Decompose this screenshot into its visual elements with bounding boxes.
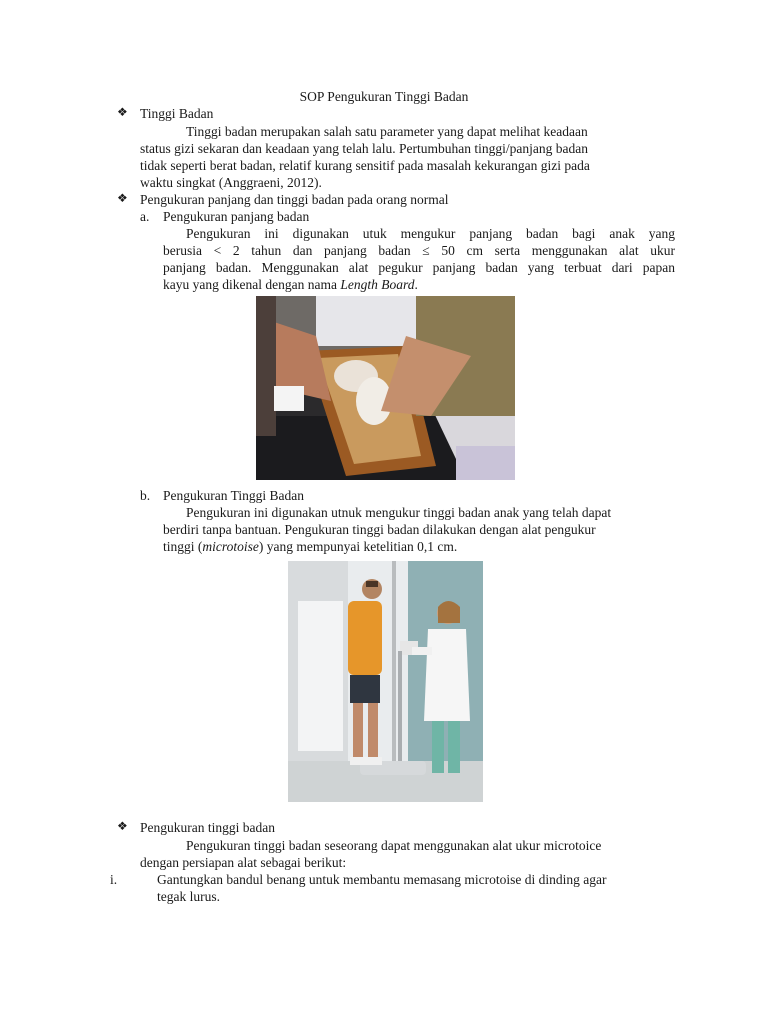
paragraph-line: status gizi sekaran dan keadaan yang telah lalu. Pertumbuhan tinggi/panjang badan xyxy=(140,141,588,156)
photo-length-board xyxy=(256,296,515,480)
subheading-panjang-badan: Pengukuran panjang badan xyxy=(163,209,310,224)
paragraph-line: berdiri tanpa bantuan. Pengukuran tinggi badan dilakukan dengan alat pengukur xyxy=(163,522,596,537)
paragraph-line: berusia < 2 tahun dan panjang badan ≤ 50 cm serta menggunakan alat ukur xyxy=(163,243,675,258)
list-item-line: Gantungkan bandul benang untuk membantu memasang microtoise di dinding agar xyxy=(157,872,607,887)
list-marker-a: a. xyxy=(140,209,150,224)
italic-term-length-board: Length Board xyxy=(340,277,415,292)
paragraph-line-last: tinggi (microtoise) yang mempunyai ketelitian 0,1 cm. xyxy=(163,539,458,554)
paragraph-line: tidak seperti berat badan, relatif kurang sensitif pada masalah kekurangan gizi pada xyxy=(140,158,590,173)
paragraph-line-last: kayu yang dikenal dengan nama Length Board. xyxy=(163,277,418,292)
subheading-tinggi-badan: Pengukuran Tinggi Badan xyxy=(163,488,305,503)
paragraph-line: dengan persiapan alat sebagai berikut: xyxy=(140,855,347,870)
paragraph-line: Pengukuran ini digunakan utuk mengukur panjang badan bagi anak yang xyxy=(186,226,675,241)
photo-microtoise xyxy=(288,561,483,802)
paragraph-line: Tinggi badan merupakan salah satu parameter yang dapat melihat keadaan xyxy=(186,124,588,139)
diamond-bullet-icon: ❖ xyxy=(117,191,128,205)
italic-term-microtoise: microtoise xyxy=(202,539,259,554)
diamond-bullet-icon: ❖ xyxy=(117,105,128,119)
list-marker-i: i. xyxy=(110,872,118,887)
paragraph-line: Pengukuran ini digunakan utnuk mengukur tinggi badan anak yang telah dapat xyxy=(186,505,612,520)
paragraph-line: waktu singkat (Anggraeni, 2012). xyxy=(140,175,322,190)
section-heading-pengukuran-tinggi: Pengukuran tinggi badan xyxy=(140,820,275,835)
page-title: SOP Pengukuran Tinggi Badan xyxy=(299,89,469,104)
section-heading-pengukuran: Pengukuran panjang dan tinggi badan pada orang normal xyxy=(140,192,449,207)
diamond-bullet-icon: ❖ xyxy=(117,819,128,833)
section-heading-tinggi-badan: Tinggi Badan xyxy=(140,106,214,121)
list-item-line: tegak lurus. xyxy=(157,889,220,904)
paragraph-line: panjang badan. Menggunakan alat pegukur panjang badan yang terbuat dari papan xyxy=(163,260,675,275)
list-marker-b: b. xyxy=(140,488,151,503)
paragraph-line: Pengukuran tinggi badan seseorang dapat menggunakan alat ukur microtoice xyxy=(186,838,602,853)
